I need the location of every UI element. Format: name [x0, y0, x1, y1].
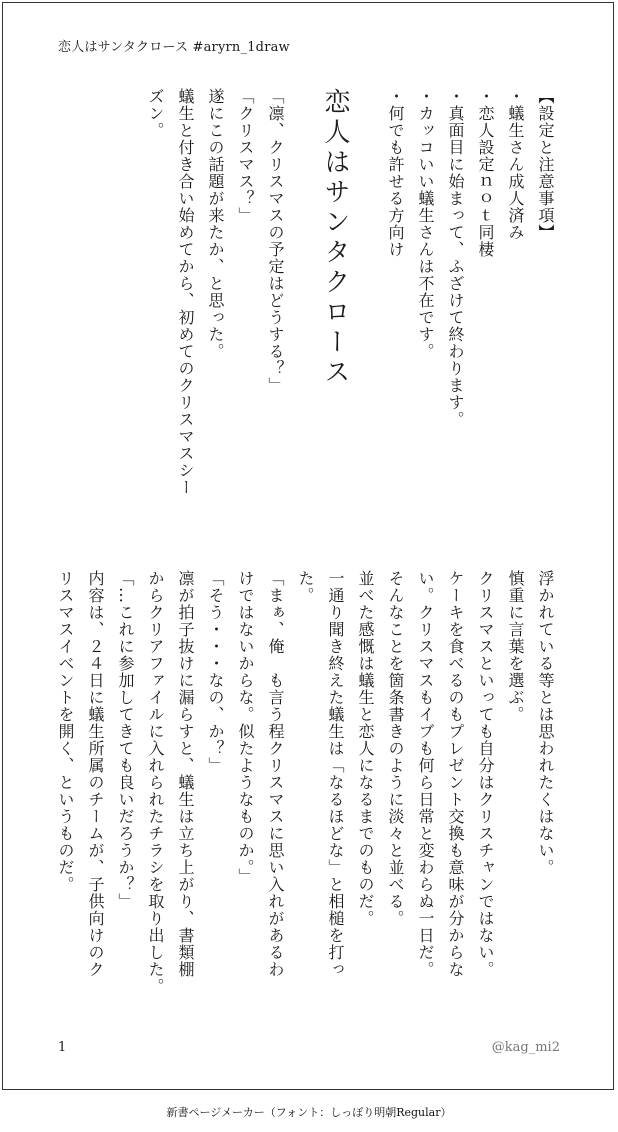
- body-line: 遂にこの話題が来たか、と思った。: [206, 88, 225, 360]
- page-header: 恋人はサンタクロース #aryrn_1draw: [58, 40, 290, 55]
- body-line: 「そう・・・なの、か？」: [206, 570, 225, 774]
- notes-line: ・何でも許せる方向け: [386, 88, 405, 258]
- body-line: ズン。: [146, 88, 165, 139]
- bottom-text-block: [50, 570, 560, 1000]
- top-text-block: [140, 88, 560, 518]
- body-line: い。クリスマスもイブも何ら日常と変わらぬ一日だ。: [416, 570, 435, 978]
- body-line: そんなことを箇条書きのように淡々と並べる。: [386, 570, 405, 927]
- body-line: からクリアファイルに入れられたチラシを取り出した。: [146, 570, 165, 995]
- body-line: 慎重に言葉を選ぶ。: [506, 570, 525, 723]
- page-number: 1: [58, 1040, 67, 1055]
- body-line: 一通り聞き終えた蟻生は「なるほどな」と相槌を打っ: [326, 570, 345, 978]
- body-line: 「…これに参加してきても良いだろうか？」: [116, 570, 135, 910]
- notes-line: ・蟻生さん成人済み: [506, 88, 525, 241]
- body-line: 内容は、２４日に蟻生所属のチームが、子供向けのク: [86, 570, 105, 978]
- footer-note: 新書ページメーカー（フォント：しっぽり明朝Regular）: [166, 1106, 452, 1119]
- body-line: た。: [296, 570, 315, 604]
- body-line: 「クリスマス？」: [236, 88, 255, 224]
- author-credit: @kag_mi2: [491, 1040, 560, 1055]
- body-line: ケーキを食べるのもプレゼント交換も意味が分からな: [446, 570, 465, 978]
- body-line: 蟻生と付き合い始めてから、初めてのクリスマスシー: [176, 88, 195, 496]
- story-title: 恋人はサンタクロース: [320, 88, 350, 388]
- notes-line: ・恋人設定ｎｏｔ同棲: [476, 88, 495, 258]
- body-line: 並べた感慨は蟻生と恋人になるまでのものだ。: [356, 570, 375, 927]
- notes-line: ・カッコいい蟻生さんは不在です。: [416, 88, 435, 360]
- body-line: 浮かれている等とは思われたくはない。: [536, 570, 555, 876]
- body-line: リスマスイベントを開く、というものだ。: [56, 570, 75, 893]
- body-line: 「まぁ、俺 も言う程クリスマスに思い入れがあるわ: [266, 570, 285, 978]
- body-line: 「凛、クリスマスの予定はどうする？」: [266, 88, 285, 394]
- notes-line: 【設定と注意事項】: [536, 88, 555, 241]
- body-line: クリスマスといっても自分はクリスチャンではない。: [476, 570, 495, 978]
- body-line: けではないからな。似たようなものか。」: [236, 570, 255, 885]
- body-line: 凛が拍子抜けに漏らすと、蟻生は立ち上がり、書類棚: [176, 570, 195, 978]
- notes-line: ・真面目に始まって、ふざけて終わります。: [446, 88, 465, 428]
